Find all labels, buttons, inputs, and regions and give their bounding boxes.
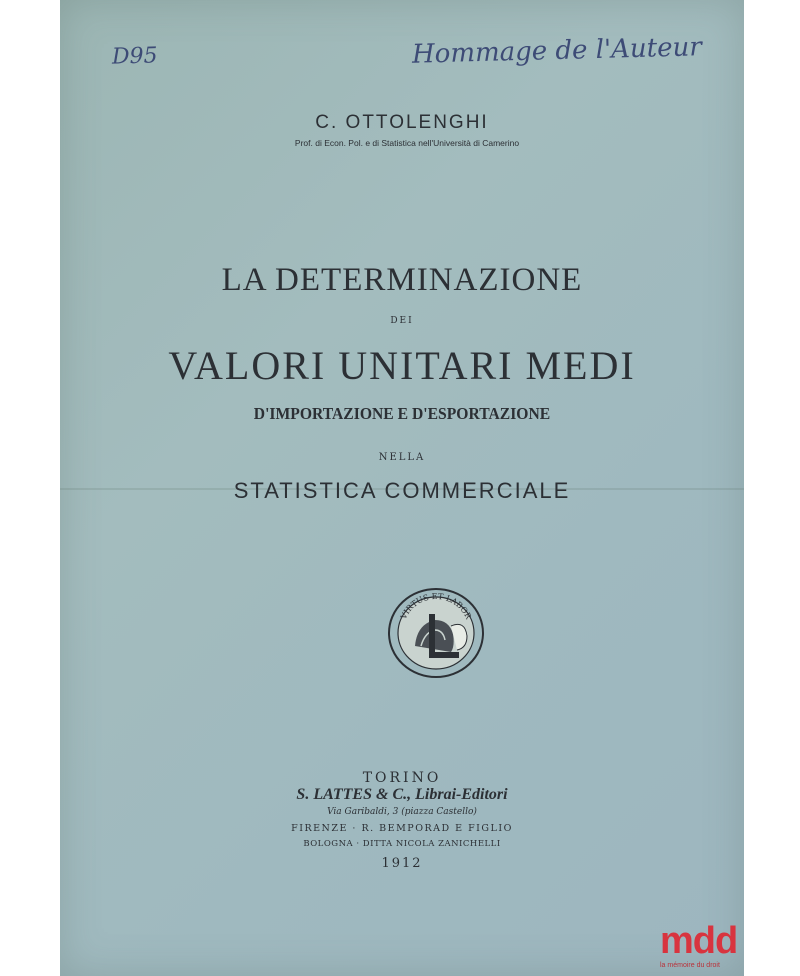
handwritten-shelfmark: D95 — [111, 43, 158, 70]
publisher-branch-bologna: BOLOGNA · DITTA NICOLA ZANICHELLI — [303, 839, 501, 849]
mdd-logo — [660, 922, 750, 972]
logo-tagline: la mémoire du droit — [660, 962, 720, 969]
publisher-branch-florence: FIRENZE · R. BEMPORAD E FIGLIO — [291, 823, 513, 834]
book-cover — [60, 0, 744, 976]
logo-brand: mdd — [660, 920, 738, 962]
title-line-2: DEI — [390, 316, 414, 326]
publisher-name: S. LATTES & C., Librai-Editori — [296, 786, 508, 803]
emblem-motto: VIRTUS ET LABOR — [398, 591, 474, 621]
author-name: C. OTTOLENGHI — [315, 112, 489, 133]
title-line-4: D'IMPORTAZIONE E D'ESPORTAZIONE — [253, 404, 551, 423]
publication-year: 1912 — [381, 856, 423, 871]
printer-emblem — [385, 586, 487, 680]
title-line-3: VALORI UNITARI MEDI — [168, 343, 636, 388]
title-line-1: LA DETERMINAZIONE — [221, 262, 583, 298]
title-line-6: STATISTICA COMMERCIALE — [233, 478, 571, 503]
publisher-city: TORINO — [362, 770, 442, 786]
handwritten-dedication: Hommage de l'Auteur — [411, 32, 703, 70]
title-line-5: NELLA — [378, 452, 426, 463]
author-affiliation: Prof. di Econ. Pol. e di Statistica nell'Università di Camerino — [294, 138, 520, 148]
publisher-address: Via Garibaldi, 3 (piazza Castello) — [327, 807, 477, 817]
